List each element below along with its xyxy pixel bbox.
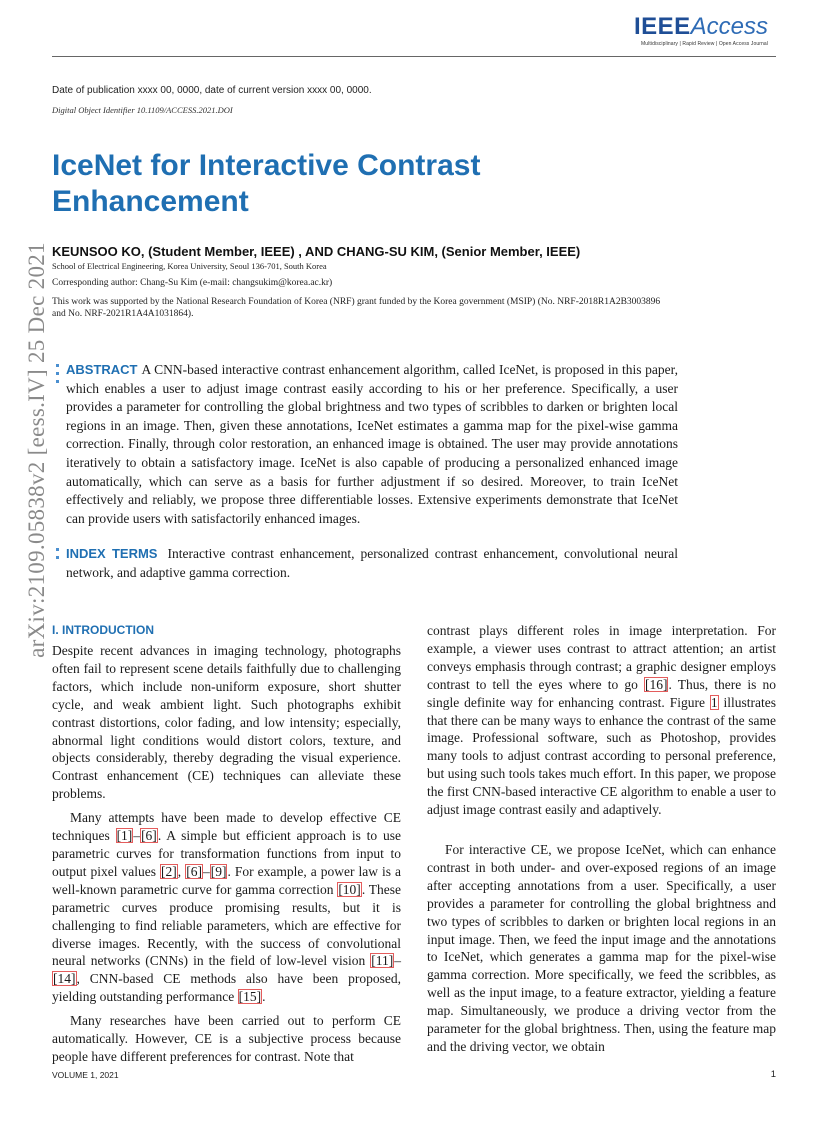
footer-volume: VOLUME 1, 2021 — [52, 1070, 119, 1080]
intro-paragraph-4 — [427, 622, 776, 819]
body-column-right — [427, 622, 776, 1056]
logo-brand-italic: Access — [690, 13, 768, 40]
body-column-left — [52, 622, 401, 1066]
footer-page-number: 1 — [770, 1069, 776, 1080]
corresponding-author: Corresponding author: Chang-Su Kim (e-mail: changsukim@korea.ac.kr) — [52, 278, 333, 288]
intro-paragraph-5: For interactive CE, we propose IceNet, which can enhance contrast in both under- and over-exposed regions of an image after accepting annotations from a user. Specifically, a user provides a parameter for controlling the global brightness and two types of scribbles to darken or brighten local regions in an input image. Then, we feed the input image and the annotations to IceNet, which generates a gamma map for the pixel-wise gamma correction. More specifically, we feed the scribbles, as well as the input image, to a feature extractor, yielding a feature map. Simultaneously, we produce a driving vector from the parameter for the global brightness. Then, using the feature map and the driving vector, we obtain — [427, 841, 776, 1054]
p2-text: , — [177, 863, 186, 879]
citation-link[interactable]: [6] — [186, 863, 202, 879]
ieee-access-logo — [634, 14, 768, 47]
author-list: KEUNSOO KO, (Student Member, IEEE) , AND CHANG-SU KIM, (Senior Member, IEEE) — [52, 244, 581, 259]
citation-link[interactable]: [2] — [161, 863, 177, 879]
index-terms-text: Interactive contrast enhancement, personalized contrast enhancement, convolutional neural network, and adaptive gamma correction. — [66, 546, 678, 580]
p4-text: illustrates that there can be many ways to enhance the contrast of the same image. Professional software, such as Photoshop, provides many tools to adjust contrast according to personal preference, but using such tools takes much effort. In this paper, we propose the first CNN-based interactive CE algorithm to enable a user to adjust image contrast easily and adaptively. — [427, 694, 777, 818]
citation-link[interactable]: [15] — [238, 989, 262, 1005]
p4-text: . Thus, there is no single definite way for enhancing contrast. Figure — [427, 676, 776, 710]
arxiv-id-text: arXiv:2109.05838v2 [eess.IV] 25 Dec 2021 — [24, 242, 49, 658]
intro-paragraph-1: Despite recent advances in imaging technology, photographs often fail to represent scene details faithfully due to challenging factors, which include non-uniform exposure, short shutter cycle, and weak ambient light. Such photographs exhibit contrast distortions, color fading, and low intensity; especially, abnormal light conditions would distort colors, texture, and objects considerably, thereby degrading the visual experience. Contrast enhancement (CE) techniques can alleviate these problems. — [52, 643, 401, 802]
publication-date: Date of publication xxxx 00, 0000, date of current version xxxx 00, 0000. — [52, 85, 372, 96]
p2-text: Many attempts have been made to develop effective CE techniques — [52, 810, 401, 844]
affiliation: School of Electrical Engineering, Korea University, Seoul 136-701, South Korea — [52, 261, 327, 271]
citation-link[interactable]: [6] — [141, 828, 157, 844]
section-heading-introduction: I. INTRODUCTION — [52, 623, 154, 637]
citation-link[interactable]: [14] — [53, 971, 76, 987]
logo-tagline: Multidisciplinary | Rapid Review | Open Access Journal — [641, 41, 768, 47]
p2-text: – — [394, 953, 401, 969]
intro-paragraph-3: Many researches have been carried out to perform CE automatically. However, CE is a subjective process because people have different preferences for contrast. Note that — [52, 1013, 401, 1064]
funding-note: This work was supported by the National Research Foundation of Korea (NRF) grant funded by the Korea government (MSIP) (No. NRF-2018R1A2B3003896 and No. NRF-2021R1A4A1031864). — [52, 297, 661, 319]
citation-link[interactable]: [9] — [210, 863, 227, 879]
paper-title: IceNet for Interactive Contrast Enhancement — [52, 149, 481, 218]
doi-line: Digital Object Identifier 10.1109/ACCESS.2021.DOI — [52, 105, 233, 115]
p2-text: – — [133, 828, 141, 844]
p2-text: . These parametric curves produce promising results, but it is challenging to find reliable parameters, which are effective for diverse images. Recently, with the success of convolutional neural networks (CNNs) in the field of low-level vision — [52, 881, 401, 969]
abstract — [66, 361, 678, 528]
index-terms-label: INDEX TERMS — [66, 546, 158, 561]
abstract-label: ABSTRACT — [66, 362, 138, 377]
p2-text: – — [202, 863, 210, 879]
index-terms-dots-decoration — [56, 548, 60, 564]
p2-text: . — [262, 989, 266, 1005]
citation-link[interactable]: [11] — [371, 953, 394, 969]
p2-text: , CNN-based CE methods also have been proposed, yielding outstanding performance — [52, 971, 401, 1005]
citation-link[interactable]: [10] — [338, 881, 361, 897]
abstract-text: A CNN-based interactive contrast enhancement algorithm, called IceNet, is proposed in this paper, which enables a user to adjust image contrast easily according to his or her preference. Specifically, a user provides a parameter for controlling the global brightness and two types of scribbles to darken or brighten local regions in an image. Then, given these annotations, IceNet estimates a gamma map for the pixel-wise gamma correction. Finally, through color restoration, an enhanced image is obtained. The user may provide annotations iteratively to obtain a satisfactory image. IceNet is also capable of producing a personalized enhanced image automatically, which can serve as a basis for further adjustment if so desired. Moreover, to train IceNet effectively and reliably, we propose three differentiable losses. Extensive experiments demonstrate that IceNet can provide users with satisfactorily enhanced images. — [66, 362, 678, 526]
abstract-dots-decoration — [56, 364, 60, 388]
logo-brand-bold: IEEE — [633, 13, 691, 40]
citation-link[interactable]: [16] — [644, 676, 668, 692]
intro-paragraph-2 — [52, 809, 401, 1006]
index-terms — [66, 545, 678, 582]
citation-link[interactable]: [1] — [116, 828, 133, 844]
header-divider — [52, 56, 776, 57]
p2-text: . For example, a power law is a well-known parametric curve for gamma correction — [52, 863, 402, 897]
p4-text: contrast plays different roles in image interpretation. For example, a viewer uses contrast to attract attention; an artist conveys emphasis through contrast; a graphic designer employs contrast to tell the eyes where to go — [427, 623, 776, 692]
figure-link[interactable]: 1 — [710, 694, 718, 710]
p2-text: . A simple but efficient approach is to use parametric curves for transformation functions from input to output pixel values — [52, 828, 401, 879]
